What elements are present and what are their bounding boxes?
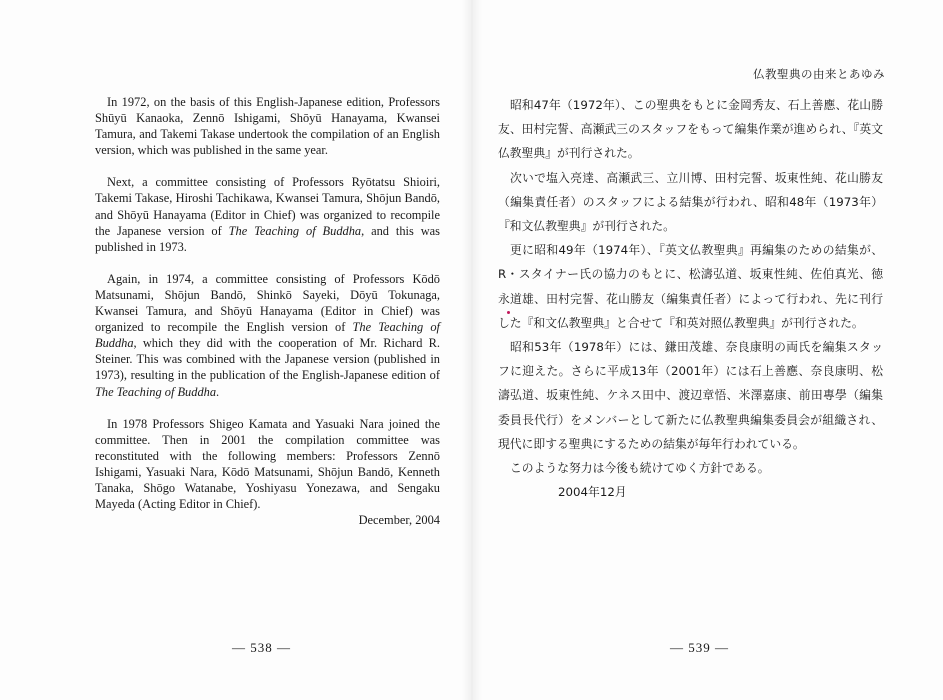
- japanese-paragraph-5: このような努力は今後も続けてゆく方針である。: [510, 461, 770, 476]
- running-header: 仏教聖典の由来とあゆみ: [753, 67, 885, 81]
- book-title: The Teaching of Buddha: [95, 384, 217, 399]
- book-gutter: [462, 0, 482, 700]
- japanese-text-block: [498, 93, 883, 504]
- english-paragraph-2: Next, a committee consisting of Professors Ryōtatsu Shioiri, Takemi Takase, Hiroshi Tachikawa, Kwansei Tamura, Shōjun Bandō, and Shōyū Hanayama (Editor in Chief) was organized to recompile the Japanese version of The Teaching of Buddha, and this was published in 1973.: [95, 175, 440, 254]
- book-title: The Teaching of Buddha: [95, 320, 440, 351]
- page-number-right: — 539 —: [670, 640, 729, 655]
- english-paragraph-4: In 1978 Professors Shigeo Kamata and Yasuaki Nara joined the committee. Then in 2001 the compilation committee was reconstituted with the following members: Professors Zennō Ishigami, Yasuaki Nara, Kōdō Matsunami, Shōjun Bandō, Kenneth Tanaka, Shōgo Watanabe, Yoshiyasu Yonezawa, and Sengaku Mayeda (Acting Editor in Chief).: [95, 416, 440, 512]
- english-paragraph-1: In 1972, on the basis of this English-Japanese edition, Professors Shūyū Kanaoka, Zennō Ishigami, Shōyū Hanayama, Kwansei Tamura, and Takemi Takase undertook the compilation of an English version, which was published in the same year.: [95, 95, 440, 158]
- ink-speck: [507, 311, 510, 314]
- english-paragraph-3: Again, in 1974, a committee consisting of Professors Kōdō Matsunami, Shōjun Bandō, Shinkō Sayeki, Dōyū Tokunaga, Kwansei Tamura, and Shōyū Hanayama (Editor in Chief) was organized to recompile the English version of The Teaching of Buddha, which they did with the cooperation of Mr. Richard R. Steiner. This was combined with the Japanese version (published in 1973), resulting in the publication of the English-Japanese edition of The Teaching of Buddha.: [95, 271, 440, 399]
- page-number-left: — 538 —: [232, 640, 291, 655]
- japanese-date: 2004年12月: [558, 485, 627, 500]
- japanese-paragraph-2: 次いで塩入亮達、高瀬武三、立川博、田村完誓、坂東性純、花山勝友（編集責任者）のスタッフによる結集が行われ、昭和48年（1973年）『和文仏教聖典』が刊行された。: [498, 170, 883, 234]
- english-date: December, 2004: [358, 513, 440, 528]
- japanese-paragraph-3: 更に昭和49年（1974年）、『英文仏教聖典』再編集のための結集が、R・スタイナー氏の協力のもとに、松濤弘道、坂東性純、佐伯真光、徳永道雄、田村完誓、花山勝友（編集責任者）によって行われ、先に刊行した『和文仏教聖典』と合せて『和英対照仏教聖典』が刊行された。: [498, 243, 883, 330]
- book-title: The Teaching of Buddha: [228, 223, 362, 238]
- english-text-block: [95, 94, 440, 544]
- japanese-paragraph-4: 昭和53年（1978年）には、鎌田茂雄、奈良康明の両氏を編集スタッフに迎えた。さらに平成13年（2001年）には石上善應、奈良康明、松濤弘道、坂東性純、ケネス田中、渡辺章悟、米澤嘉康、前田專學（編集委員長代行）をメンバーとして新たに仏教聖典編集委員会が組織され、現代に即する聖典にするための結集が毎年行われている。: [498, 340, 883, 451]
- japanese-paragraph-1: 昭和47年（1972年）、この聖典をもとに金岡秀友、石上善應、花山勝友、田村完誓、高瀬武三のスタッフをもって編集作業が進められ、『英文仏教聖典』が刊行された。: [498, 98, 883, 161]
